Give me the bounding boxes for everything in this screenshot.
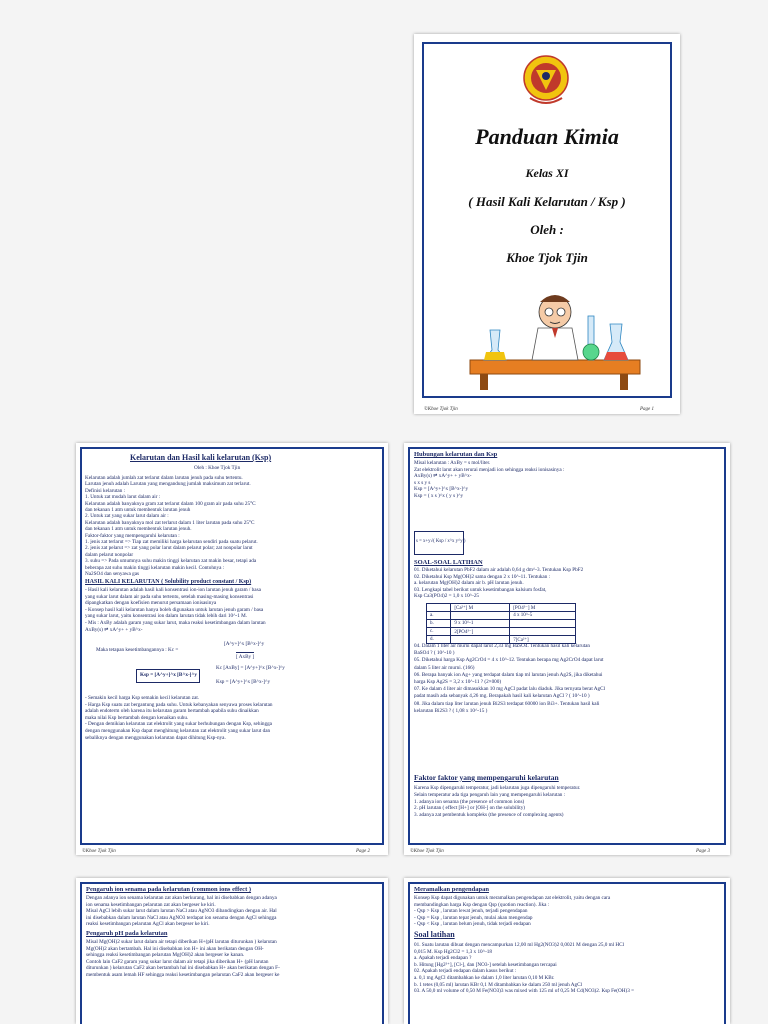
text-line: padat masih ada sebanyak 4,26 mg. Berapakah hasil kali kelarutan AgCl ? ( 10^-10 ) bbox=[414, 693, 590, 700]
text-line: Faktor-faktor yang mempengaruhi kelarutan : bbox=[85, 532, 180, 539]
text-line: - Qsp = Ksp , larutan tepat jenuh, mulai akan mengendap bbox=[414, 914, 533, 921]
calcium-phosphate-table bbox=[426, 603, 576, 644]
text-line: harga Ksp Ag2S = 3,2 x 10^-11 ? (2×000) bbox=[414, 679, 502, 685]
text-line: Konsep Ksp dapat digunakan untuk meramalkan pengendapan zat elektrolit, yaitu dengan cara bbox=[414, 895, 611, 901]
text-line: 1. adanya ion senama (the presence of common ions) bbox=[414, 798, 525, 805]
table-row bbox=[427, 620, 576, 628]
text-line: kelarutan Bi2S3 ? ( 1,08 x 10^-15 ) bbox=[414, 707, 488, 714]
text-line: Selain temperatur ada tiga pengaruh lain yang mempengaruhi kelarutan : bbox=[414, 791, 566, 798]
table-cell: a. bbox=[427, 612, 451, 620]
page-3-heading-1: Hubungan kelarutan dan Ksp bbox=[414, 451, 498, 458]
text-line: 03. Lengkapi tabel berikut untuk kesetimbangan kalsium fosfat, bbox=[414, 586, 547, 593]
text-line: Karena Ksp dipengaruhi temperatur, jadi kelarutan juga dipengaruhi temperatur. bbox=[414, 785, 581, 791]
text-line: maka nilai Ksp bertambah dengan kenaikan suhu. bbox=[85, 714, 189, 721]
text-line: AxBy(s) ⇌ xA^y+ + yB^x- bbox=[414, 473, 472, 480]
text-line: 05. Diketahui harga Ksp Ag2CrO4 = 4 x 10^-12. Tentukan berapa mg Ag2CrO4 dapat larut bbox=[414, 657, 604, 664]
table-cell: b. bbox=[427, 620, 451, 628]
cover-page bbox=[414, 34, 680, 414]
text-line: Misal kelarutan : AxBy = s mol/liter. bbox=[414, 460, 491, 466]
text-line: beberapa zat suhu makin tinggi kelarutan makin kecil. Contohnya : bbox=[85, 564, 225, 571]
text-line: 1. jenis zat terlarut => Tiap zat memiliki harga kelarutan sendiri pada suatu pelarut. bbox=[85, 539, 258, 545]
text-line: b. 1 tetes (0,05 ml) larutan KBr 0,1 M ditambahkan ke dalam 250 ml jenuh AgCl bbox=[414, 981, 582, 988]
text-line: adalah endoterm oleh karena itu kelarutan garam bertambah apabila suhu dinaikkan bbox=[85, 708, 259, 715]
text-line: 3. suhu => Pada umumnya suhu makin tinggi kelarutan zat makin besar, tetapi ada bbox=[85, 558, 257, 565]
text-line: dalam pelarut nonpolar bbox=[85, 551, 134, 558]
text-line: Kelarutan adalah banyaknya mol zat terlarut dalam 1 liter larutan pada suhu 25°C bbox=[85, 519, 255, 526]
text-line: Misal AgCl lebih sukar larut dalam larutan NaCl atau AgNO3 dibandingkan dengan air. Hal bbox=[86, 908, 277, 915]
text-line: b. Hitung [Hg2²⁺], [Cl-], dan [NO3-] setelah kesetimbangan tercapai bbox=[414, 961, 557, 968]
text-line: 02. Diketahui Ksp Mg(OH)2 sama dengan 2 x 10^-11. Tentukan : bbox=[414, 573, 551, 580]
text-line: yang sukar larut dalam air pada suhu tertentu, setelah masing-masing konsentrasi bbox=[85, 593, 254, 600]
text-line: a. 0,1 mg AgCl ditambahkan ke dalam 1,0 liter larutan 0,10 M KBr. bbox=[414, 975, 555, 981]
text-line: 2. Untuk zat yang sukar larut dalam air : bbox=[85, 513, 169, 520]
text-line: Ksp Ca3(PO4)2 = 1,0 x 10^-25 bbox=[414, 593, 480, 600]
page-5-heading-2: Soal latihan bbox=[414, 930, 455, 939]
text-line: sehingga reaksi kesetimbangan pelarutan Mg(OH)2 akan bergeser ke kanan. bbox=[86, 952, 245, 959]
text-line: 02. Apakah terjadi endapan dalam kasus berikut : bbox=[414, 968, 517, 975]
text-line: membandingkan harga Ksp dengan Qsp (quotion reaction). Jika : bbox=[414, 901, 550, 908]
text-line: - Qsp > Ksp , larutan lewat jenuh, terjadi pengendapan bbox=[414, 908, 528, 915]
page-5 bbox=[404, 878, 730, 1024]
text-line: AxBy(s) ⇌ xA^y+ + yB^x- bbox=[85, 626, 143, 633]
page-2-footer-left: ©Khoe Tjok Tjin bbox=[82, 849, 116, 854]
text-line: Dengan adanya ion senama kelarutan zat akan berkurang, hal ini disebabkan dengan adanya bbox=[86, 895, 277, 901]
text-line: s x s y s bbox=[414, 479, 431, 486]
text-line: ion senama kesetimbangan pelarutan zat akan bergeser ke kiri. bbox=[86, 901, 216, 908]
text-line: diturunkan ) kelarutan CaF2 akan bertambah hal ini disebabkan H+ akan berikatan dengan F- bbox=[86, 965, 280, 972]
solubility-formula: s = x+y√( Ksp / x^x y^y ) bbox=[416, 539, 466, 544]
page-2-footer-right: Page 2 bbox=[355, 849, 370, 854]
text-line: Na2SO4 dan senyawa gas bbox=[85, 571, 140, 577]
cover-footer-left: ©Khoe Tjok Tjin bbox=[424, 407, 458, 412]
table-cell: 4 x 10^-5 bbox=[510, 612, 576, 620]
equilibrium-numerator: [A^y+]^x [B^x-]^y bbox=[224, 641, 265, 647]
text-line: 3. adanya zat pembentuk kompleks (the presence of complexing agents) bbox=[414, 812, 564, 819]
text-line: Ksp = [A^y+]^x [B^x-]^y bbox=[414, 486, 469, 493]
text-line: Zat elektrolit larut akan terurai menjadi ion sehingga reaksi ionisasinya : bbox=[414, 466, 565, 473]
table-cell: 2[PO4³⁻] bbox=[451, 628, 510, 636]
ksp-heading: HASIL KALI KELARUTAN ( Solubility product constant / Ksp) bbox=[85, 579, 252, 585]
text-line: 08. Jika dalam tiap liter larutan jenuh Bi2S3 terdapat 60000 ion Bi3+. Tentukan hasil kali bbox=[414, 700, 600, 707]
text-line: BaSO4 ? ( 10^-10 ) bbox=[414, 650, 455, 657]
equilibrium-denominator: [ AxBy ] bbox=[236, 654, 255, 660]
text-line: - Konsep hasil kali kelarutan hanya boleh digunakan untuk larutan jenuh garam / basa bbox=[85, 606, 264, 613]
page-3 bbox=[404, 443, 730, 855]
text-line: Mg(OH)2 akan bertambah. Hal ini disebabkan ion H+ ini akan berikatan dengan OH- bbox=[86, 945, 264, 952]
text-line: - Mis : AxBy adalah garam yang sukar larut, maka reaksi kesetimbangan dalam larutan bbox=[85, 620, 266, 626]
cover-by: Oleh : bbox=[530, 222, 564, 237]
page-4-heading-2: Pengaruh pH pada kelarutan bbox=[86, 930, 168, 937]
text-line: 0,015 M. Ksp Hg2Cl2 = 1,3 x 10^-18 bbox=[414, 948, 492, 955]
cover-title: Panduan Kimia bbox=[475, 124, 619, 149]
table-row bbox=[427, 628, 576, 636]
text-line: a. Apakah terjadi endapan ? bbox=[414, 955, 472, 962]
text-line: dipangkatkan dengan koefisien menurut persamaan ionisasinya bbox=[85, 600, 217, 607]
scientist-illustration-icon bbox=[460, 280, 650, 392]
cover-class: Kelas XI bbox=[525, 166, 569, 180]
text-line: membentuk asam lemah HF sehingga reaksi kesetimbangan pelarutan CaF2 akan bergeser ke bbox=[86, 972, 280, 978]
ksp-line: Ksp = [A^y+]^x [B^x-]^y bbox=[216, 679, 271, 685]
page-5-heading-1: Meramalkan pengendapan bbox=[414, 886, 489, 893]
text-line: Larutan jenuh adalah Larutan yang mengandung jumlah maksimum zat terlarut. bbox=[85, 481, 251, 488]
page-4-heading-1: Pengaruh ion senama pada kelarutan (common ions effect ) bbox=[86, 886, 252, 893]
table-cell: [PO4³⁻] M bbox=[510, 604, 576, 612]
page-3-heading-2: Faktor faktor yang mempengaruhi kelarutan bbox=[414, 773, 559, 782]
table-cell: d. bbox=[427, 636, 451, 644]
text-line: 04. Dalam 1 liter air murni dapat larut 2,33 mg BaSO4. Tentukan hasil kali kelarutan bbox=[414, 643, 591, 649]
cover-subtitle: ( Hasil Kali Kelarutan / Ksp ) bbox=[468, 194, 626, 209]
table-cell: c. bbox=[427, 628, 451, 636]
text-line: dalam 5 liter air murni. (166) bbox=[414, 664, 475, 671]
school-emblem-icon bbox=[522, 52, 570, 110]
text-line: sebaliknya dengan menggunakan kelarutan dapat dihitung Ksp-nya. bbox=[85, 734, 226, 741]
text-line: Misal Mg(OH)2 sukar larut dalam air tetapi diberikan H+(pH larutan diturunkan ) kelarutan bbox=[86, 939, 277, 945]
text-line: Kelarutan adalah banyaknya gram zat terlarut dalam 100 gram air pada suhu 25°C bbox=[85, 500, 256, 507]
equilibrium-label: Maka tetapan kesetimbangannya : Kc = bbox=[96, 647, 179, 653]
text-line: 2. pH larutan ( effect [H+] or [OH-] on the solubility) bbox=[414, 805, 526, 812]
soal-heading: SOAL-SOAL LATIHAN bbox=[414, 559, 483, 566]
table-cell: [Ca²⁺] M bbox=[451, 604, 510, 612]
text-line: - Dengan demikian kelarutan zat elektrolit yang sukar berhubungan dengan Ksp, sehingga bbox=[85, 721, 272, 728]
text-line: reaksi kesetimbangan pelarutan AgCl akan bergeser ke kiri. bbox=[86, 921, 210, 928]
table-row bbox=[427, 612, 576, 620]
table-row bbox=[427, 604, 576, 612]
page-2 bbox=[76, 443, 388, 855]
table-cell bbox=[451, 612, 510, 620]
text-line: yang sukar larut, yaitu konsentrasi ion dalam larutan tidak lebih dari 10^-1 M. bbox=[85, 613, 248, 620]
ksp-formula: Ksp = [A^y+]^x [B^x-]^y bbox=[140, 672, 198, 678]
text-line: Kelarutan adalah jumlah zat terlarut dalam larutan jenuh pada suhu tertentu. bbox=[85, 475, 243, 481]
text-line: dengan menggunakan Ksp dapat menghitung kelarutan zat elektrolit yang sukar larut dan bbox=[85, 728, 271, 734]
text-line: dan tekanan 1 atm untuk membentuk larutan jenuh bbox=[85, 507, 191, 513]
text-line: dan tekanan 1 atm untuk membentuk larutan jenuh. bbox=[85, 526, 192, 533]
text-line: - Hasil kali kelarutan adalah hasil kali konsentrasi ion-ion larutan jenuh garam / basa bbox=[85, 587, 261, 593]
page-3-footer-left: ©Khoe Tjok Tjin bbox=[410, 849, 444, 854]
text-line: 2. jenis zat pelarut => zat yang polar larut dalam pelarut polar; zat nonpolar larut bbox=[85, 545, 253, 552]
table-cell bbox=[510, 620, 576, 628]
text-line: ini disebabkan dalam larutan NaCl atau AgNO3 terdapat ion senama dengan AgCl sehingga bbox=[86, 914, 277, 921]
cover-footer-right: Page 1 bbox=[639, 407, 654, 412]
text-line: 06. Berapa banyak ion Ag+ yang terdapat dalam tiap ml larutan jenuh Ag2S, jika diketahui bbox=[414, 671, 603, 678]
page-2-title: Kelarutan dan Hasil kali kelarutan (Ksp) bbox=[130, 453, 272, 462]
cover-author: Khoe Tjok Tjin bbox=[506, 250, 588, 265]
text-line: Ksp = ( x s )^x ( y s )^y bbox=[414, 493, 464, 499]
table-cell bbox=[510, 628, 576, 636]
text-line: 01. Suatu larutan dibuat dengan mencampurkan 12,00 ml Hg2(NO3)2 0,0021 M dengan 25,0 ml HCl bbox=[414, 942, 625, 948]
text-line: - Semakin kecil harga Ksp semakin kecil kelarutan zat. bbox=[85, 695, 200, 701]
text-line: 03. A 50,0 ml volume of 0,50 M Fe(NO3)3 was mixed with 125 ml of 0,25 M Cd(NO3)2. Ksp Fe(OH)3 = bbox=[414, 988, 635, 995]
text-line: a. kelarutan Mg(OH)2 dalam air b. pH larutan jenuh. bbox=[414, 580, 524, 587]
kc-line: Kc [AxBy] = [A^y+]^x [B^x-]^y bbox=[216, 665, 285, 671]
page-2-author: Oleh : Khoe Tjok Tjin bbox=[194, 465, 241, 471]
text-line: 1. Untuk zat mudah larut dalam air : bbox=[85, 494, 161, 501]
text-line: - Harga Ksp suatu zat bergantung pada suhu. Untuk kebanyakan senyawa proses kelarutan bbox=[85, 701, 273, 708]
table-cell: 7[Ca²⁺] bbox=[510, 636, 576, 644]
text-line: Definisi kelarutan : bbox=[85, 487, 126, 494]
table-cell: 9 x 10^-1 bbox=[451, 620, 510, 628]
page-3-footer-right: Page 3 bbox=[695, 849, 710, 854]
table-cell bbox=[427, 604, 451, 612]
text-line: Contoh lain CaF2 garam yang sukar larut dalam air tetapi jika diberikan H+ (pH larutan bbox=[86, 958, 269, 965]
text-line: 01. Diketahui kelarutan PbF2 dalam air adalah 0,64 g dm^-3. Tentukan Ksp PbF2 bbox=[414, 567, 584, 573]
text-line: - Qsp < Ksp , larutan belum jenuh, tidak terjadi endapan bbox=[414, 921, 531, 928]
text-line: 07. Ke dalam 4 liter air dimasukkan 10 mg AgCl padat lalu diaduk. Jika ternyata berat AgCl bbox=[414, 686, 606, 693]
page-4 bbox=[76, 878, 388, 1024]
